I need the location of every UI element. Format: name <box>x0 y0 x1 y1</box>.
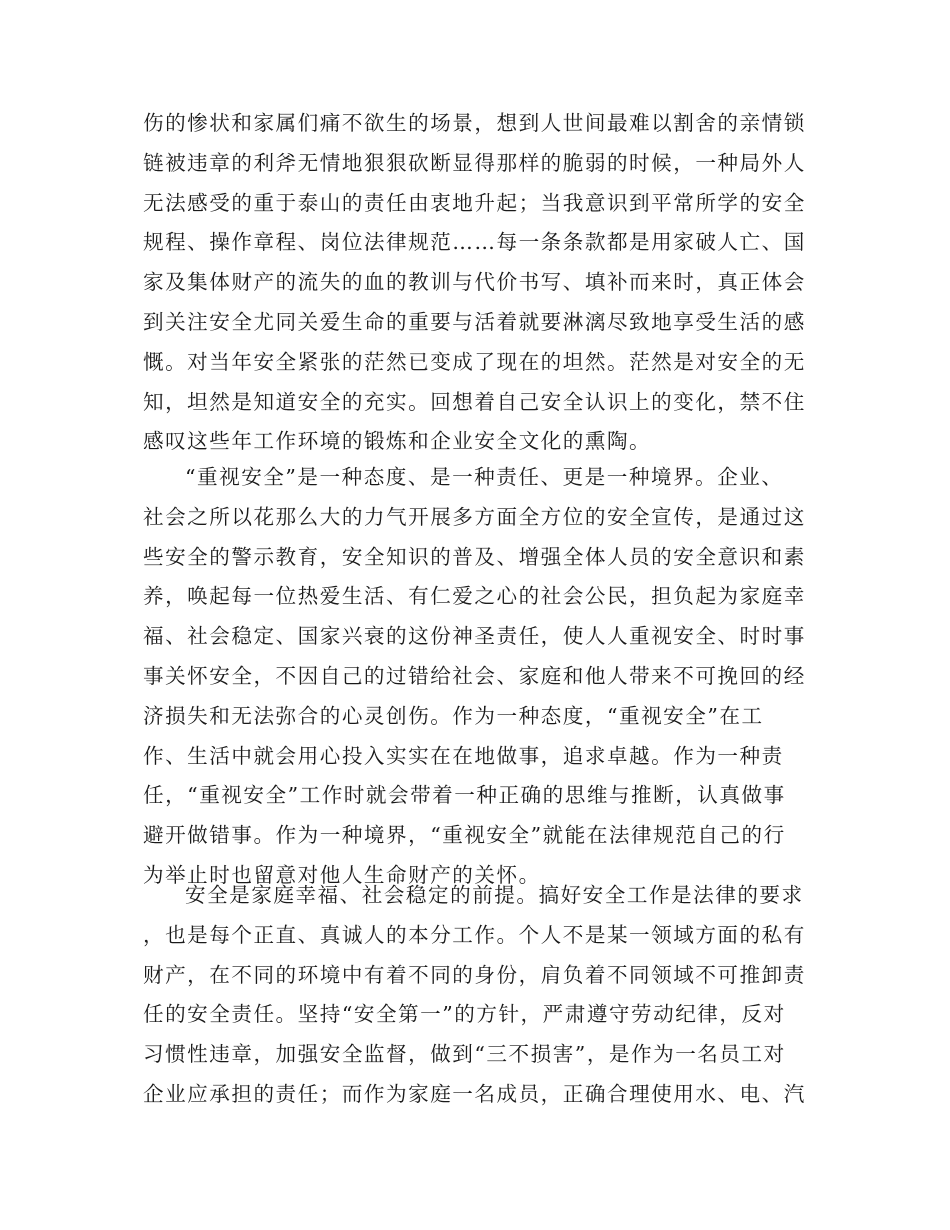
text-line: 作、生活中就会用心投入实实在在地做事，追求卓越。作为一种责 <box>143 743 784 768</box>
text-line: 养，唤起每一位热爱生活、有仁爱之心的社会公民，担负起为家庭幸 <box>143 584 806 609</box>
text-line: 家及集体财产的流失的血的教训与代价书写、填补而来时，真正体会 <box>143 270 806 295</box>
text-line: 知，坦然是知道安全的充实。回想着自己安全认识上的变化，禁不住 <box>143 389 806 414</box>
text-line: 伤的惨状和家属们痛不欲生的场景，想到人世间最难以割舍的亲情锁 <box>143 111 806 135</box>
text-line: 企业应承担的责任；而作为家庭一名成员，正确合理使用水、电、汽 <box>143 1081 806 1106</box>
text-line: 避开做错事。作为一种境界，“重视安全”就能在法律规范自己的行 <box>143 823 786 848</box>
text-line: 感叹这些年工作环境的锻炼和企业安全文化的熏陶。 <box>143 429 652 454</box>
text-line: 无法感受的重于泰山的责任由衷地升起；当我意识到平常所学的安全 <box>143 190 806 215</box>
text-line: 链被违章的利斧无情地狠狠砍断显得那样的脆弱的时候，一种局外人 <box>143 150 806 175</box>
text-line: 慨。对当年安全紧张的茫然已变成了现在的坦然。茫然是对安全的无 <box>143 349 806 374</box>
paragraph-2 <box>143 461 813 899</box>
text-line: 财产，在不同的环境中有着不同的身份，肩负着不同领域不可推卸责 <box>143 962 806 987</box>
text-line: “重视安全”是一种态度、是一种责任、更是一种境界。企业、 <box>185 465 784 489</box>
text-line: ，也是每个正直、真诚人的本分工作。个人不是某一领域方面的私有 <box>143 922 806 947</box>
text-line: 社会之所以花那么大的力气开展多方面全方位的安全宣传，是通过这 <box>143 504 806 529</box>
paragraph-3 <box>143 879 813 1118</box>
text-line: 事关怀安全，不因自己的过错给社会、家庭和他人带来不可挽回的经 <box>143 663 806 688</box>
paragraph-1 <box>143 107 813 465</box>
text-line: 规程、操作章程、岗位法律规范……每一条条款都是用家破人亡、国 <box>143 230 806 255</box>
text-line: 任的安全责任。坚持“安全第一”的方针，严肃遵守劳动纪律，反对 <box>143 1002 786 1027</box>
text-line: 到关注安全尤同关爱生命的重要与活着就要淋漓尽致地享受生活的感 <box>143 309 806 334</box>
text-line: 福、社会稳定、国家兴衰的这份神圣责任，使人人重视安全、时时事 <box>143 624 806 649</box>
text-line: 任，“重视安全”工作时就会带着一种正确的思维与推断，认真做事 <box>143 783 786 808</box>
text-line: 为举止时也留意对他人生命财产的关怀。 <box>143 862 541 887</box>
text-line: 些安全的警示教育，安全知识的普及、增强全体人员的安全意识和素 <box>143 544 806 569</box>
text-line: 习惯性违章，加强安全监督，做到“三不损害”，是作为一名员工对 <box>143 1042 786 1067</box>
text-line: 安全是家庭幸福、社会稳定的前提。搞好安全工作是法律的要求 <box>185 883 804 907</box>
text-line: 济损失和无法弥合的心灵创伤。作为一种态度，“重视安全”在工 <box>143 703 764 728</box>
